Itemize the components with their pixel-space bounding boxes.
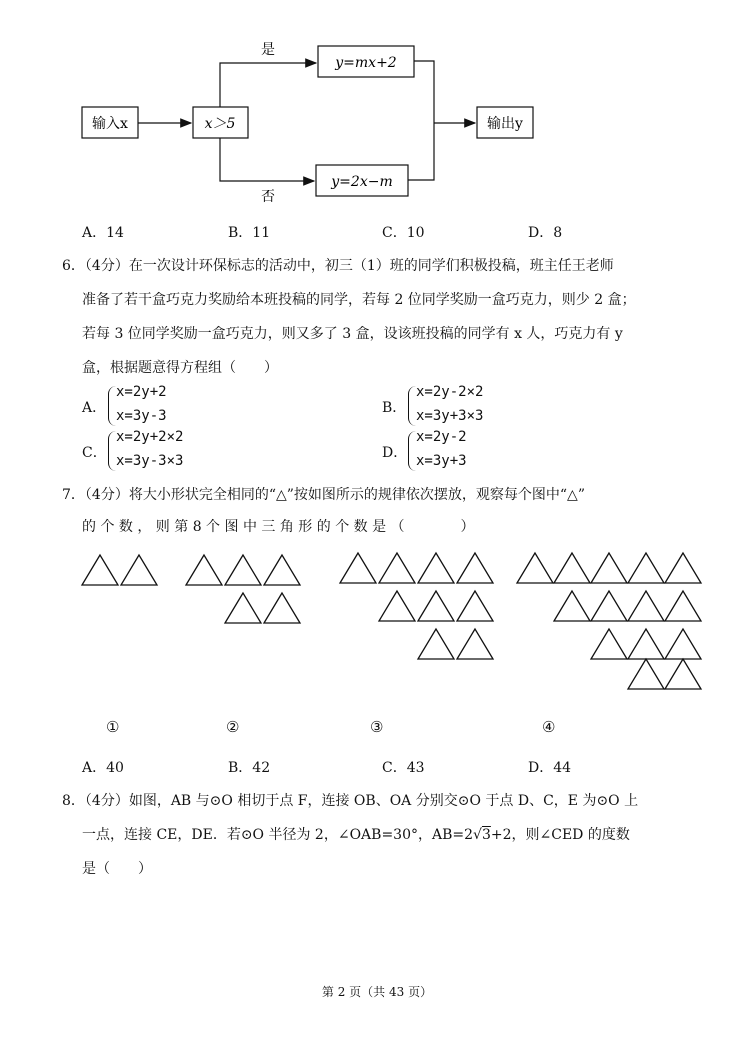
flowchart [0, 0, 754, 215]
triangle-shape [591, 591, 627, 621]
triangle-shape [264, 593, 300, 623]
q8-line-2 [82, 826, 630, 844]
q5-option-a: A．14 [82, 225, 124, 241]
q7-option-d: D．44 [528, 760, 572, 776]
q6-line-4: 盒，根据题意得方程组（ ） [82, 360, 278, 376]
q8-line-1: 8．（4分）如图，AB 与⊙O 相切于点 F，连接 OB、OA 分别交⊙O 于点 D、C，E 为⊙O 上 [62, 793, 639, 809]
q6-option-b-label: B． [382, 400, 407, 416]
q7-line-1: 7．（4分）将大小形状完全相同的“△”按如图所示的规律依次摆放，观察每个图中“△” [62, 487, 585, 503]
triangle-shape [82, 555, 118, 585]
q8-line-3: 是（ ） [82, 861, 152, 877]
q6-line-1: 6．（4分）在一次设计环保标志的活动中，初三（1）班的同学们积极投稿，班主任王老师 [62, 258, 614, 274]
q6-option-c-eq2: x=3y-3×3 [116, 453, 184, 469]
no-label: 否 [261, 189, 275, 205]
figure-label-2: ② [226, 718, 240, 736]
figure-label-3: ③ [370, 718, 384, 736]
triangle-shape [591, 553, 627, 583]
q5-option-c: C．10 [382, 225, 425, 241]
q5-option-b: B．11 [228, 225, 271, 241]
q6-option-d-eq2: x=3y+3 [416, 453, 467, 469]
figure-label-4: ④ [542, 718, 556, 736]
triangle-shape [628, 659, 664, 689]
q6-line-3: 若每 3 位同学奖励一盒巧克力，则又多了 3 盒，设该班投稿的同学有 x 人，巧克力有 y [82, 326, 623, 342]
triangle-shape [554, 591, 590, 621]
page-footer: 第 2 页（共 43 页） [321, 985, 433, 999]
formula-top: y=mx+2 [335, 55, 397, 71]
triangle-shape [628, 553, 664, 583]
q8-line-2-text-b: +2，则∠CED 的度数 [490, 827, 630, 843]
triangle-shape [665, 629, 701, 659]
q6-option-c-eq1: x=2y+2×2 [116, 429, 184, 445]
q8-sqrt-radicand: 3 [481, 827, 491, 843]
triangle-shape [418, 591, 454, 621]
triangle-shape [264, 555, 300, 585]
q7-option-b: B．42 [228, 760, 271, 776]
triangle-shape [517, 553, 553, 583]
triangle-shape [379, 553, 415, 583]
input-label: 输入x [92, 116, 128, 132]
triangle-shape [225, 593, 261, 623]
triangle-shape [628, 629, 664, 659]
triangle-shape [554, 553, 590, 583]
q6-option-b-eq1: x=2y-2×2 [416, 384, 484, 400]
triangle-shape [340, 553, 376, 583]
q6-option-b-eq2: x=3y+3×3 [416, 408, 484, 424]
q7-option-a: A．40 [82, 760, 124, 776]
triangle-shape [457, 591, 493, 621]
triangle-shape [379, 591, 415, 621]
triangle-shape [418, 629, 454, 659]
q6-option-a-label: A． [82, 400, 107, 416]
q8-line-2-text-a: 一点，连接 CE，DE．若⊙O 半径为 2，∠OAB=30°，AB=2 [82, 827, 474, 843]
q6-line-2: 准备了若干盒巧克力奖励给本班投稿的同学，若每 2 位同学奖励一盒巧克力，则少 2 盒； [82, 292, 636, 308]
triangle-shape [418, 553, 454, 583]
yes-label: 是 [261, 42, 275, 58]
q6-option-a-eq1: x=2y+2 [116, 384, 167, 400]
q6-option-d-eq1: x=2y-2 [416, 429, 467, 445]
formula-bottom: y=2x−m [331, 174, 393, 190]
triangle-shape [665, 659, 701, 689]
figure-label-1: ① [106, 718, 120, 736]
triangle-shape [121, 555, 157, 585]
triangle-shape [628, 591, 664, 621]
triangle-shape [457, 629, 493, 659]
output-label: 输出y [487, 116, 523, 132]
triangle-shape [225, 555, 261, 585]
triangle-figures [0, 545, 754, 705]
q7-option-c: C．43 [382, 760, 425, 776]
triangle-shape [591, 629, 627, 659]
q8-sqrt: √3 [473, 827, 491, 843]
condition-label: x＞5 [204, 116, 236, 132]
q5-option-d: D．8 [528, 225, 563, 241]
q6-option-a-eq2: x=3y-3 [116, 408, 167, 424]
triangle-shape [186, 555, 222, 585]
q7-line-2: 的 个 数 ， 则 第 8 个 图 中 三 角 形 的 个 数 是 （ ） [82, 519, 475, 535]
q6-option-c-label: C． [82, 445, 107, 461]
triangle-shape [457, 553, 493, 583]
triangle-shape [665, 591, 701, 621]
q6-option-d-label: D． [382, 445, 408, 461]
triangle-shape [665, 553, 701, 583]
